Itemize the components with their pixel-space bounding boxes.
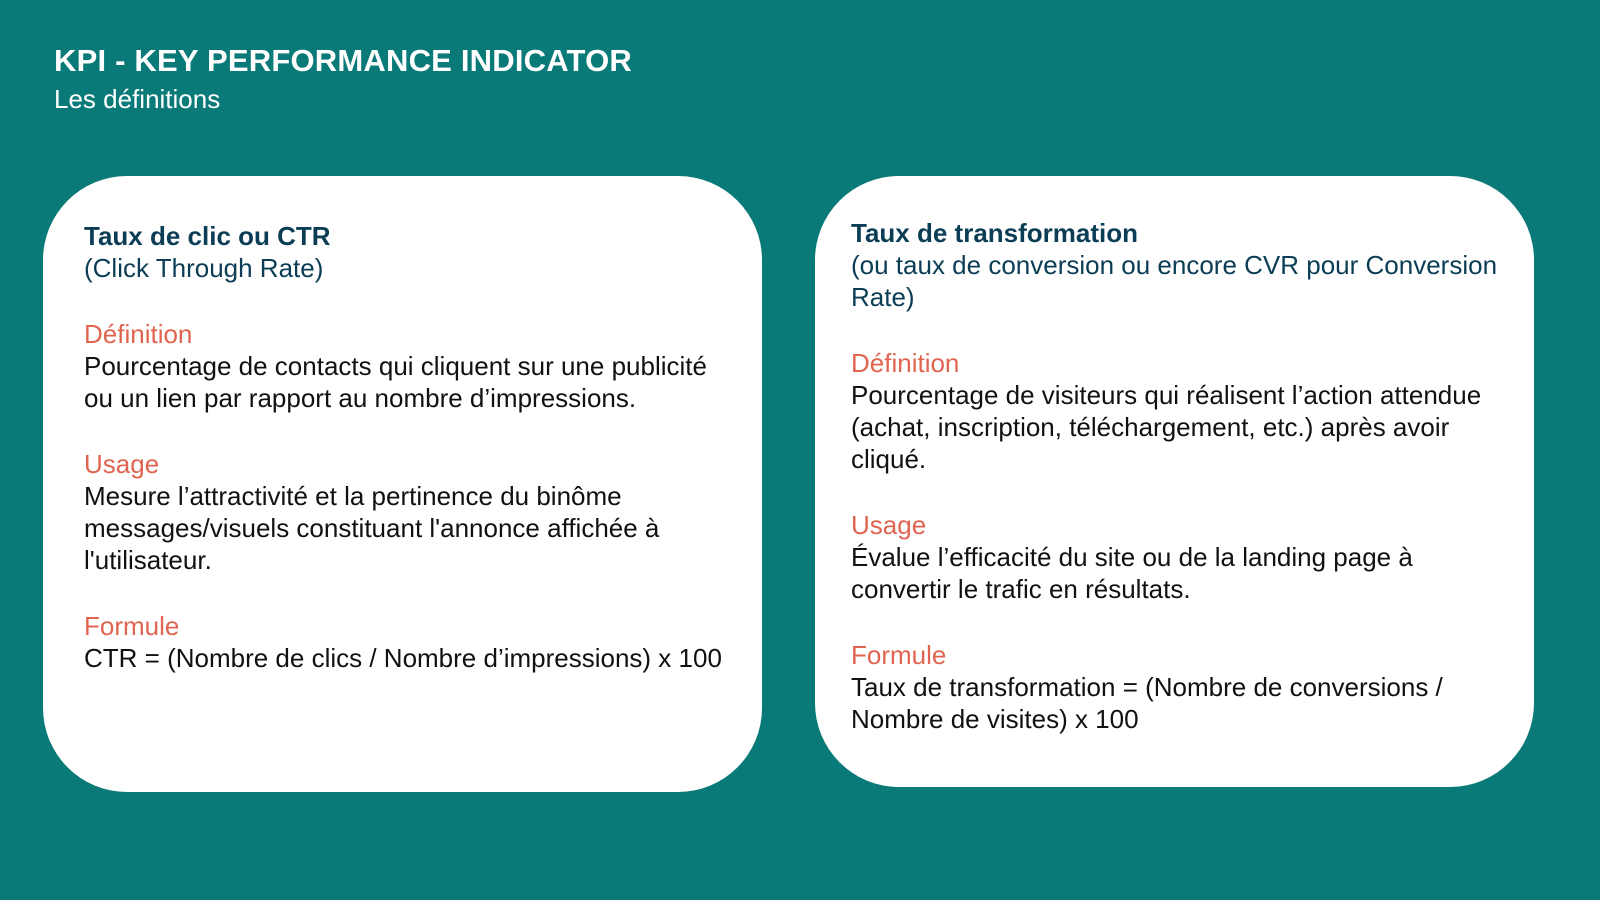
- card-title: Taux de transformation: [851, 218, 1139, 248]
- slide-header: [54, 42, 632, 116]
- usage-section: [851, 509, 1504, 605]
- definition-label: Définition: [84, 319, 193, 349]
- formula-text: CTR = (Nombre de clics / Nombre d’impressions) x 100: [84, 643, 722, 673]
- usage-section: [84, 448, 732, 576]
- kpi-card-conversion: [815, 176, 1534, 787]
- definition-text: Pourcentage de contacts qui cliquent sur une publicité ou un lien par rapport au nombre d’impressions.: [84, 351, 707, 413]
- formula-section: [84, 610, 732, 674]
- definition-section: [84, 318, 732, 414]
- formula-label: Formule: [851, 640, 947, 670]
- page-title: KPI - KEY PERFORMANCE INDICATOR: [54, 43, 633, 78]
- card-subtitle: (ou taux de conversion ou encore CVR pour Conversion Rate): [851, 250, 1498, 312]
- usage-text: Mesure l’attractivité et la pertinence du binôme messages/visuels constituant l'annonce affichée à l'utilisateur.: [84, 481, 660, 575]
- usage-label: Usage: [84, 449, 160, 479]
- usage-label: Usage: [851, 510, 927, 540]
- definition-section: [851, 347, 1504, 475]
- kpi-card-ctr: [43, 176, 762, 792]
- definition-text: Pourcentage de visiteurs qui réalisent l’action attendue (achat, inscription, téléchargement, etc.) après avoir cliqué.: [851, 380, 1482, 474]
- formula-label: Formule: [84, 611, 180, 641]
- definition-label: Définition: [851, 348, 960, 378]
- page-subtitle: Les définitions: [54, 84, 221, 114]
- formula-text: Taux de transformation = (Nombre de conversions / Nombre de visites) x 100: [851, 672, 1443, 734]
- usage-text: Évalue l’efficacité du site ou de la landing page à convertir le trafic en résultats.: [851, 542, 1413, 604]
- card-subtitle: (Click Through Rate): [84, 253, 324, 283]
- card-title: Taux de clic ou CTR: [84, 221, 331, 251]
- formula-section: [851, 639, 1504, 735]
